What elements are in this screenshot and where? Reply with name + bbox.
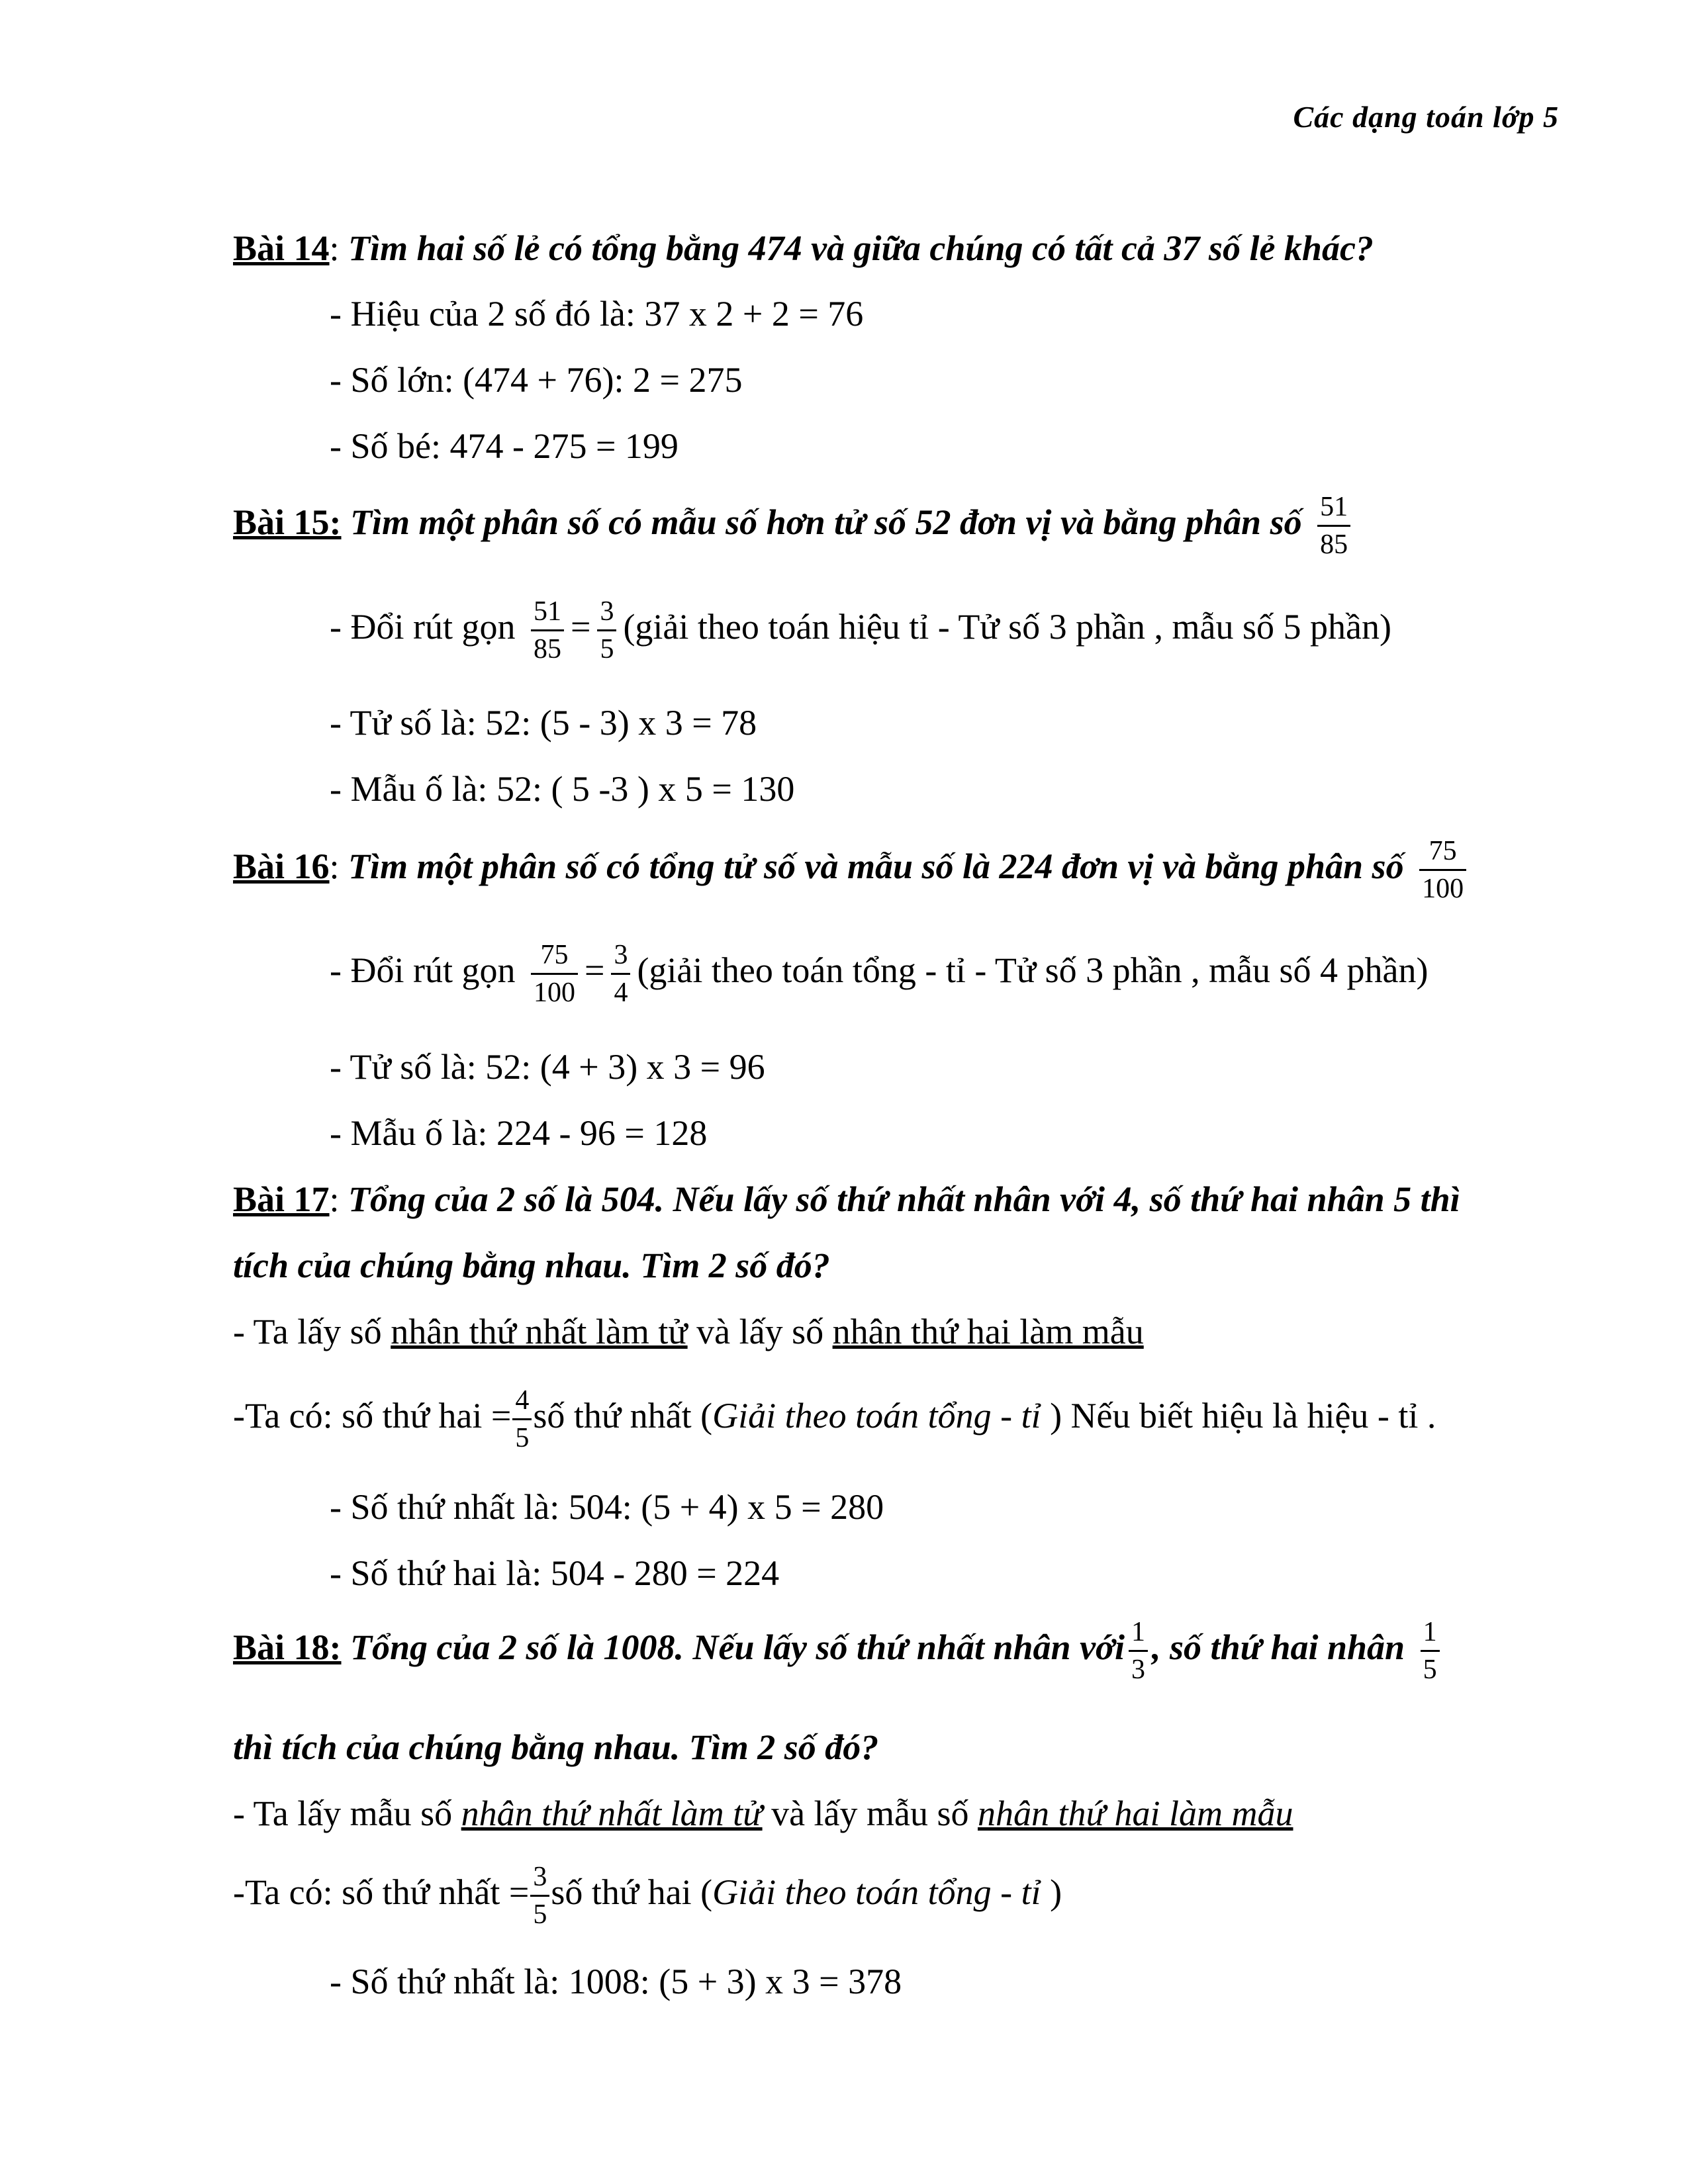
bai16-reduce-fraction-a: $\frac{75}{100}$: [531, 941, 578, 1007]
bai17-have: -Ta có: số thứ hai = $\frac{4}{5}$ số thứ nhất (Giải theo toán tổng - tỉ ) Nếu biết hiệu là hiệu - tỉ .: [233, 1385, 1436, 1453]
bai15-question-fraction: $\frac{51}{85}$: [1317, 493, 1350, 559]
bai18-take: - Ta lấy mẫu số nhân thứ nhất làm tử và lấy mẫu số nhân thứ hai làm mẫu: [233, 1794, 1293, 1833]
bai18-label: Bài 18:: [233, 1627, 342, 1667]
bai16-line-1: - Tử số là: 52: (4 + 3) x 3 = 96: [330, 1047, 765, 1087]
bai15-line-1: - Tử số là: 52: (5 - 3) x 3 = 78: [330, 703, 757, 743]
bai14-question: Bài 14: Tìm hai số lẻ có tổng bằng 474 và giữa chúng có tất cả 37 số lẻ khác?: [233, 228, 1374, 268]
bai17-label: Bài 17: [233, 1179, 330, 1219]
bai15-question: [233, 493, 1357, 559]
bai18-line-1: - Số thứ nhất là: 1008: (5 + 3) x 3 = 378: [330, 1962, 902, 2001]
bai15-label: Bài 15:: [233, 502, 342, 542]
bai14-question-text: Tìm hai số lẻ có tổng bằng 474 và giữa chúng có tất cả 37 số lẻ khác?: [339, 228, 1374, 268]
bai16-label: Bài 16: [233, 846, 330, 886]
page-header: Các dạng toán lớp 5: [1293, 100, 1559, 134]
bai15-reduce-fraction-b: $\frac{3}{5}$: [597, 598, 616, 663]
bai14-line-3: - Số bé: 474 - 275 = 199: [330, 426, 679, 466]
bai17-take: - Ta lấy số nhân thứ nhất làm tử và lấy số nhân thứ hai làm mẫu: [233, 1312, 1144, 1351]
bai16-reduce-fraction-b: $\frac{3}{4}$: [611, 941, 630, 1007]
bai15-reduce: - Đổi rút gọn $\frac{51}{85}$ = $\frac{3}{5}$ (giải theo toán hiệu tỉ - Tử số 3 phần , mẫu số 5 phần): [330, 596, 1391, 664]
bai18-question-fraction-b: $\frac{1}{5}$: [1421, 1618, 1440, 1684]
bai17-line-1: - Số thứ nhất là: 504: (5 + 4) x 5 = 280: [330, 1487, 884, 1527]
bai16-question: Bài 16: Tìm một phân số có tổng tử số và mẫu số là 224 đơn vị và bằng phân số $\frac{75}{100}$: [233, 837, 1473, 903]
bai16-question-fraction: $\frac{75}{100}$: [1419, 837, 1466, 903]
bai14-line-1: - Hiệu của 2 số đó là: 37 x 2 + 2 = 76: [330, 294, 864, 334]
bai16-line-2: - Mẫu ố là: 224 - 96 = 128: [330, 1113, 708, 1153]
bai18-have-fraction: $\frac{3}{5}$: [530, 1863, 549, 1929]
bai18-question-line-1: Bài 18: Tổng của 2 số là 1008. Nếu lấy số thứ nhất nhân với $\frac{1}{3}$ , số thứ hai nhân $\frac{1}{5}$: [233, 1618, 1446, 1684]
bai17-question-line-1: Bài 17: Tổng của 2 số là 504. Nếu lấy số thứ nhất nhân với 4, số thứ hai nhân 5 thì: [233, 1179, 1460, 1219]
bai16-reduce: - Đổi rút gọn $\frac{75}{100}$ = $\frac{3}{4}$ (giải theo toán tổng - tỉ - Tử số 3 phần , mẫu số 4 phần): [330, 940, 1429, 1008]
bai15-question-text: Tìm một phân số có mẫu số hơn tử số 52 đơn vị và bằng phân số: [341, 502, 1302, 542]
bai18-question-line-2: thì tích của chúng bằng nhau. Tìm 2 số đó?: [233, 1727, 879, 1767]
bai18-question-fraction-a: $\frac{1}{3}$: [1129, 1618, 1148, 1684]
bai14-label: Bài 14: [233, 228, 330, 268]
bai16-question-text: Tìm một phân số có tổng tử số và mẫu số là 224 đơn vị và bằng phân số: [339, 846, 1404, 886]
bai18-have: -Ta có: số thứ nhất = $\frac{3}{5}$ số thứ hai (Giải theo toán tổng - tỉ ): [233, 1862, 1062, 1930]
bai14-line-2: - Số lớn: (474 + 76): 2 = 275: [330, 360, 743, 400]
bai17-line-2: - Số thứ hai là: 504 - 280 = 224: [330, 1553, 780, 1593]
bai17-have-fraction: $\frac{4}{5}$: [512, 1387, 532, 1452]
bai15-line-2: - Mẫu ố là: 52: ( 5 -3 ) x 5 = 130: [330, 769, 795, 809]
bai17-question-line-2: tích của chúng bằng nhau. Tìm 2 số đó?: [233, 1246, 830, 1285]
bai15-reduce-fraction-a: $\frac{51}{85}$: [531, 598, 564, 663]
